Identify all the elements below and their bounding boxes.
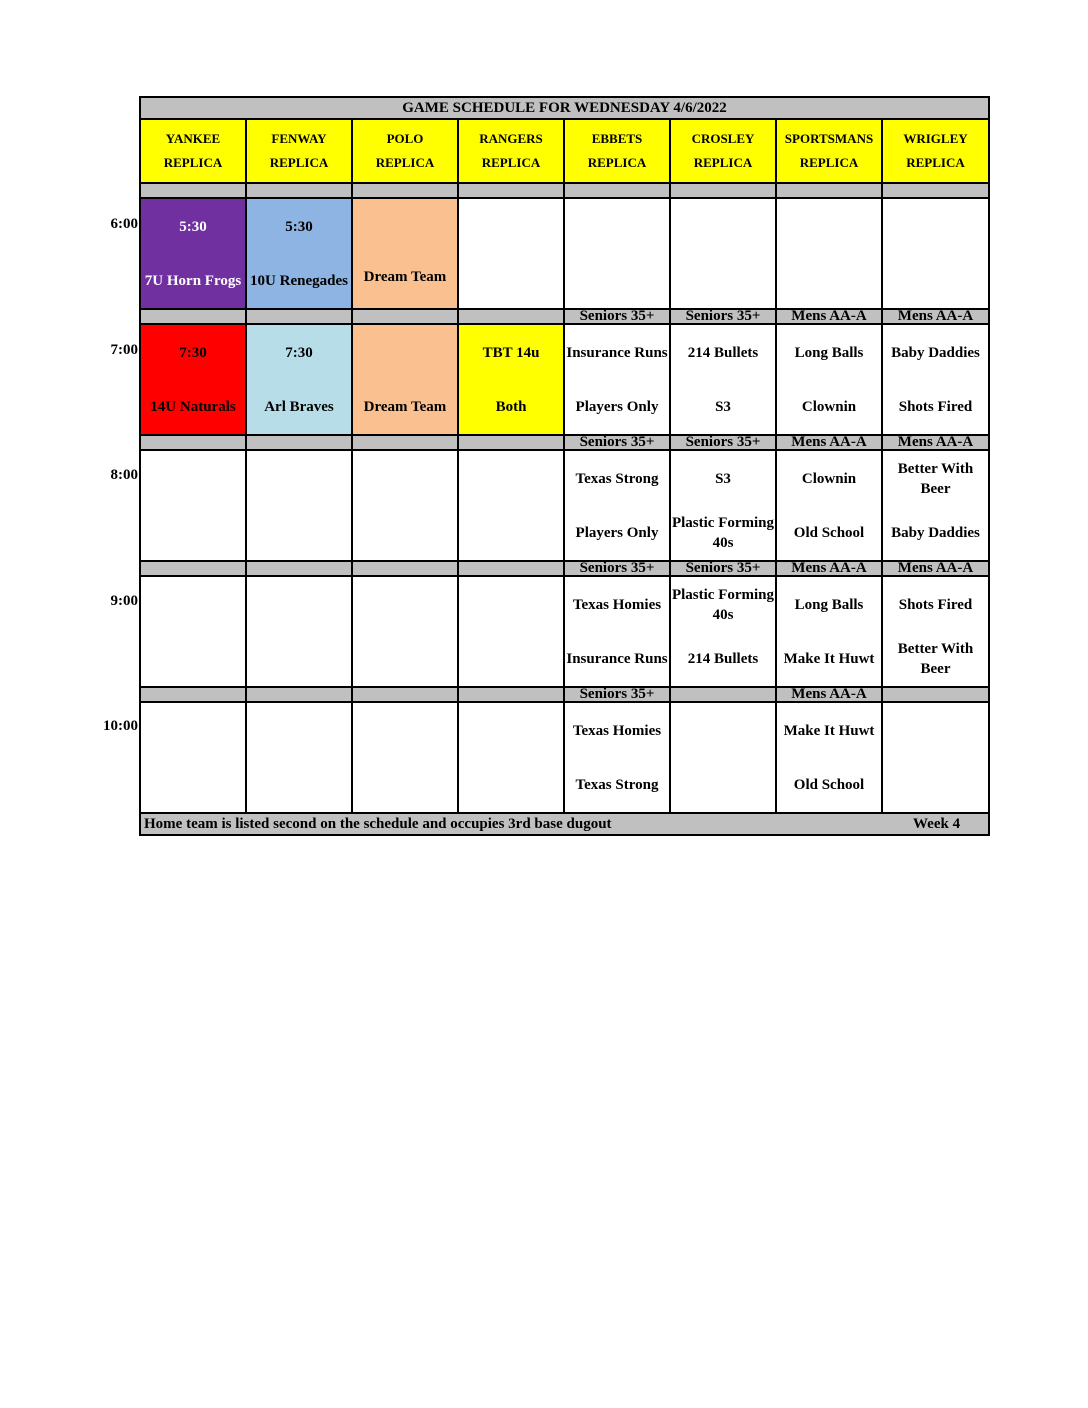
- matchup: [777, 199, 881, 308]
- field-type: REPLICA: [269, 155, 329, 170]
- league-label: [246, 183, 352, 198]
- matchup: [459, 325, 563, 434]
- league-label: [140, 435, 246, 450]
- visitor-team: Make It Huwt: [783, 723, 875, 739]
- game-cell: [458, 198, 564, 309]
- schedule-sheet: [139, 96, 990, 836]
- league-label: [246, 561, 352, 576]
- home-team: Clownin: [801, 399, 857, 415]
- home-team: [777, 254, 881, 308]
- field-type: REPLICA: [375, 155, 435, 170]
- matchup: [565, 577, 669, 686]
- game-cell: [670, 324, 776, 435]
- field-header-ebbets: [564, 119, 670, 183]
- game-cell: [458, 450, 564, 561]
- game-cell: [882, 450, 989, 561]
- game-cell: [670, 198, 776, 309]
- game-cell: [246, 198, 352, 309]
- league-label: [882, 687, 989, 702]
- week-label: Week 4: [913, 816, 961, 832]
- home-team: 214 Bullets: [687, 651, 759, 667]
- game-cell: [882, 702, 989, 813]
- field-type: REPLICA: [481, 155, 541, 170]
- league-label: Mens AA-A: [776, 687, 882, 702]
- visitor-team: Plastic Forming 40s: [671, 587, 775, 623]
- game-cell: [352, 576, 458, 687]
- separator-row: [140, 309, 989, 324]
- visitor-team: [777, 199, 881, 254]
- matchup: [247, 703, 351, 812]
- schedule-table: [139, 96, 990, 836]
- visitor-team: [141, 703, 245, 758]
- visitor-team: [459, 703, 563, 758]
- field-type: REPLICA: [587, 155, 647, 170]
- home-team: [459, 506, 563, 560]
- matchup: [141, 199, 245, 308]
- home-team: S3: [715, 399, 731, 415]
- game-cell: [246, 576, 352, 687]
- time-label: 10:00: [103, 718, 138, 734]
- matchup: [883, 703, 988, 812]
- visitor-team: Texas Homies: [572, 597, 662, 613]
- home-team: [353, 506, 457, 560]
- visitor-team: 214 Bullets: [687, 345, 759, 361]
- game-cell: [140, 450, 246, 561]
- matchup: [459, 451, 563, 560]
- home-team: [141, 758, 245, 812]
- separator-row: [140, 435, 989, 450]
- visitor-team: Texas Homies: [572, 723, 662, 739]
- field-name: YANKEE: [165, 131, 221, 146]
- field-header-crosley: [670, 119, 776, 183]
- league-label: [458, 309, 564, 324]
- game-cell: [246, 324, 352, 435]
- game-cell: [140, 576, 246, 687]
- game-cell: [670, 576, 776, 687]
- visitor-team: [353, 703, 457, 758]
- visitor-team: [247, 451, 351, 506]
- league-label: [140, 183, 246, 198]
- visitor-team: TBT 14u: [482, 345, 540, 361]
- game-cell: [776, 324, 882, 435]
- home-team: Baby Daddies: [891, 525, 980, 541]
- game-cell: [564, 324, 670, 435]
- matchup: [141, 325, 245, 434]
- league-label: Mens AA-A: [776, 435, 882, 450]
- league-label: Seniors 35+: [670, 435, 776, 450]
- field-name: EBBETS: [591, 131, 643, 146]
- league-label: [352, 309, 458, 324]
- league-label: [882, 183, 989, 198]
- time-slot-row: [140, 198, 989, 309]
- game-cell: [140, 324, 246, 435]
- home-team: Plastic Forming 40s: [671, 515, 775, 551]
- matchup: [141, 577, 245, 686]
- home-team: [353, 632, 457, 686]
- visitor-team: Better With Beer: [897, 461, 974, 497]
- matchup: [247, 199, 351, 308]
- home-team-note: Home team is listed second on the schedule and occupies 3rd base dugout: [144, 816, 612, 832]
- league-label: Mens AA-A: [776, 561, 882, 576]
- time-slot-row: [140, 324, 989, 435]
- visitor-team: Clownin: [801, 471, 857, 487]
- visitor-team: [565, 199, 669, 254]
- visitor-team: [247, 703, 351, 758]
- matchup: [459, 577, 563, 686]
- visitor-team: [353, 325, 457, 380]
- home-team: 10U Renegades: [250, 273, 348, 289]
- separator-row: [140, 687, 989, 702]
- visitor-team: Long Balls: [794, 345, 864, 361]
- matchup: [247, 451, 351, 560]
- field-header-polo: [352, 119, 458, 183]
- time-label: 7:00: [110, 342, 138, 358]
- field-header-wrigley: [882, 119, 989, 183]
- league-label: [140, 309, 246, 324]
- time-slot-row: [140, 576, 989, 687]
- field-type: REPLICA: [163, 155, 223, 170]
- matchup: [459, 199, 563, 308]
- league-label: Mens AA-A: [882, 435, 989, 450]
- matchup: [565, 703, 669, 812]
- game-cell: [776, 198, 882, 309]
- field-header-fenway: [246, 119, 352, 183]
- game-cell: [140, 198, 246, 309]
- game-cell: [564, 198, 670, 309]
- home-team: Dream Team: [363, 399, 447, 415]
- league-label: Seniors 35+: [564, 435, 670, 450]
- league-label: Mens AA-A: [882, 309, 989, 324]
- league-label: [246, 687, 352, 702]
- game-cell: [882, 324, 989, 435]
- visitor-team: [459, 451, 563, 506]
- matchup: [247, 577, 351, 686]
- field-name: RANGERS: [479, 131, 543, 146]
- field-type: REPLICA: [799, 155, 859, 170]
- time-label: 9:00: [110, 593, 138, 609]
- home-team: [883, 758, 988, 812]
- matchup: [671, 577, 775, 686]
- matchup: [353, 703, 457, 812]
- game-cell: [882, 576, 989, 687]
- matchup: [565, 451, 669, 560]
- matchup: [777, 703, 881, 812]
- home-team: 14U Naturals: [150, 399, 236, 415]
- home-team: [141, 506, 245, 560]
- home-team: Players Only: [575, 399, 659, 415]
- home-team: Old School: [793, 777, 865, 793]
- schedule-title: GAME SCHEDULE FOR WEDNESDAY 4/6/2022: [140, 97, 989, 119]
- league-label: [352, 687, 458, 702]
- matchup: [247, 325, 351, 434]
- game-cell: [246, 450, 352, 561]
- league-label: [246, 435, 352, 450]
- visitor-team: [459, 199, 563, 254]
- visitor-team: Shots Fired: [898, 597, 973, 613]
- home-team: Insurance Runs: [566, 651, 668, 667]
- matchup: [141, 703, 245, 812]
- visitor-team: [883, 703, 988, 758]
- game-cell: [352, 702, 458, 813]
- game-cell: [564, 450, 670, 561]
- matchup: [883, 199, 988, 308]
- matchup: [883, 577, 988, 686]
- field-name: FENWAY: [271, 131, 327, 146]
- separator-row: [140, 561, 989, 576]
- home-team: Players Only: [575, 525, 659, 541]
- league-label: [670, 183, 776, 198]
- matchup: [777, 451, 881, 560]
- home-team: [565, 254, 669, 308]
- game-cell: [776, 450, 882, 561]
- home-team: Texas Strong: [575, 777, 659, 793]
- team-name: Dream Team: [363, 268, 447, 285]
- field-header-sportsmans: [776, 119, 882, 183]
- matchup: [671, 451, 775, 560]
- matchup: [565, 199, 669, 308]
- matchup: [671, 703, 775, 812]
- game-cell: [352, 198, 458, 309]
- matchup: [671, 325, 775, 434]
- home-team: [883, 254, 988, 308]
- visitor-team: [353, 577, 457, 632]
- league-label: Seniors 35+: [670, 309, 776, 324]
- field-name: WRIGLEY: [903, 131, 968, 146]
- game-cell: [352, 324, 458, 435]
- game-cell: [882, 198, 989, 309]
- matchup: [459, 703, 563, 812]
- league-label: [776, 183, 882, 198]
- home-team: [353, 758, 457, 812]
- visitor-team: Insurance Runs: [566, 345, 668, 361]
- field-name: CROSLEY: [691, 131, 755, 146]
- visitor-team: [671, 703, 775, 758]
- field-header-row: [140, 119, 989, 183]
- field-type: REPLICA: [693, 155, 753, 170]
- home-team: [671, 758, 775, 812]
- home-team: Make It Huwt: [783, 651, 875, 667]
- matchup: [883, 325, 988, 434]
- league-label: [458, 183, 564, 198]
- time-label: 8:00: [110, 467, 138, 483]
- matchup: [777, 577, 881, 686]
- visitor-team: Baby Daddies: [891, 345, 980, 361]
- matchup: [353, 577, 457, 686]
- visitor-team: 7:30: [179, 345, 207, 361]
- time-slot-row: [140, 702, 989, 813]
- league-label: [670, 687, 776, 702]
- home-team: [459, 632, 563, 686]
- league-label: [564, 183, 670, 198]
- league-label: [246, 309, 352, 324]
- matchup: [777, 325, 881, 434]
- visitor-team: 5:30: [285, 219, 313, 235]
- league-label: [140, 687, 246, 702]
- matchup: [141, 451, 245, 560]
- league-label: Seniors 35+: [564, 687, 670, 702]
- league-label: Seniors 35+: [670, 561, 776, 576]
- time-label: 6:00: [110, 216, 138, 232]
- home-team: [459, 758, 563, 812]
- game-cell: [458, 576, 564, 687]
- game-cell: [670, 702, 776, 813]
- visitor-team: Long Balls: [794, 597, 864, 613]
- league-label: [458, 687, 564, 702]
- league-label: [352, 435, 458, 450]
- home-team: Shots Fired: [898, 399, 973, 415]
- visitor-team: 7:30: [285, 345, 313, 361]
- game-cell: [564, 702, 670, 813]
- home-team: Better With Beer: [897, 641, 974, 677]
- field-name: SPORTSMANS: [784, 131, 874, 146]
- home-team: Both: [495, 399, 527, 415]
- visitor-team: [141, 577, 245, 632]
- home-team: [247, 506, 351, 560]
- game-cell: [458, 702, 564, 813]
- league-label: Mens AA-A: [882, 561, 989, 576]
- game-cell: [776, 702, 882, 813]
- footer-row: [140, 813, 989, 835]
- visitor-team: [883, 199, 988, 254]
- game-cell: [246, 702, 352, 813]
- matchup: [565, 325, 669, 434]
- matchup: [883, 451, 988, 560]
- game-cell: [564, 576, 670, 687]
- separator-row: [140, 183, 989, 198]
- field-header-rangers: [458, 119, 564, 183]
- matchup: [353, 451, 457, 560]
- visitor-team: S3: [715, 471, 731, 487]
- league-label: [140, 561, 246, 576]
- league-label: Seniors 35+: [564, 561, 670, 576]
- field-header-yankee: [140, 119, 246, 183]
- home-team: [247, 632, 351, 686]
- home-team: [247, 758, 351, 812]
- field-name: POLO: [386, 131, 424, 146]
- game-cell: [670, 450, 776, 561]
- home-team: [459, 254, 563, 308]
- field-type: REPLICA: [906, 155, 965, 170]
- visitor-team: [459, 577, 563, 632]
- visitor-team: [671, 199, 775, 254]
- visitor-team: 5:30: [179, 219, 207, 235]
- visitor-team: [247, 577, 351, 632]
- league-label: Seniors 35+: [564, 309, 670, 324]
- visitor-team: [141, 451, 245, 506]
- home-team: Old School: [793, 525, 865, 541]
- visitor-team: Texas Strong: [575, 471, 659, 487]
- game-cell: [458, 324, 564, 435]
- time-slot-row: [140, 450, 989, 561]
- league-label: Mens AA-A: [776, 309, 882, 324]
- league-label: [458, 561, 564, 576]
- home-team: [141, 632, 245, 686]
- footer: [140, 813, 989, 835]
- home-team: 7U Horn Frogs: [144, 273, 242, 289]
- home-team: Arl Braves: [264, 399, 334, 415]
- game-cell: [352, 450, 458, 561]
- visitor-team: [353, 451, 457, 506]
- home-team: [671, 254, 775, 308]
- league-label: [458, 435, 564, 450]
- title-row: [140, 97, 989, 119]
- league-label: [352, 183, 458, 198]
- matchup: [671, 199, 775, 308]
- game-cell: [140, 702, 246, 813]
- game-cell: [776, 576, 882, 687]
- league-label: [352, 561, 458, 576]
- matchup: [353, 325, 457, 434]
